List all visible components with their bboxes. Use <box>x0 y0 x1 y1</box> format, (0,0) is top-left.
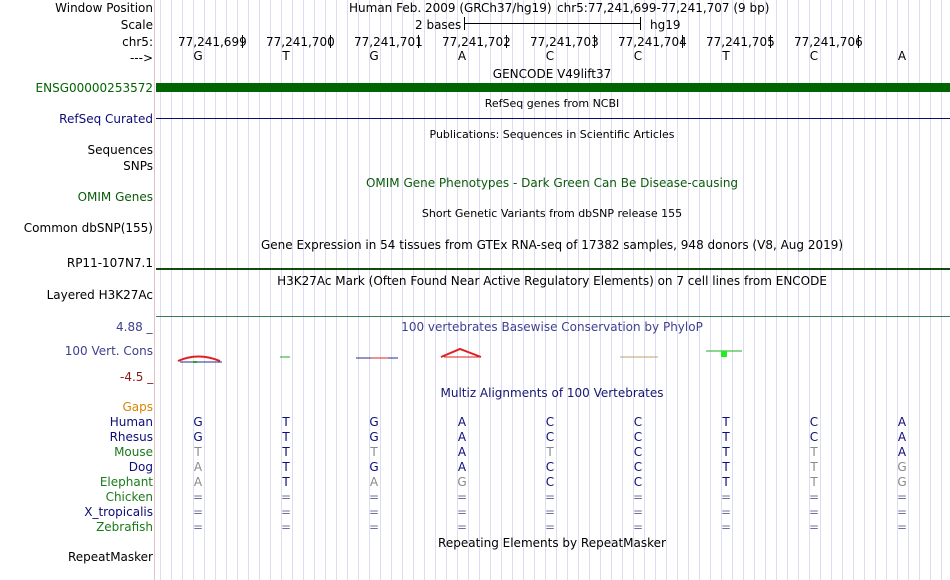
alignment-base: T <box>810 445 818 459</box>
alignment-base: T <box>546 445 554 459</box>
assembly-title: Human Feb. 2009 (GRCh37/hg19) <box>349 1 552 15</box>
phylop-wiggle[interactable] <box>156 338 950 368</box>
coordinate-label: 77,241,703 <box>530 35 599 49</box>
alignment-base: T <box>722 430 730 444</box>
alignment-base: = <box>280 520 292 534</box>
alignment-base: A <box>897 445 907 459</box>
alignment-base: = <box>808 520 820 534</box>
alignment-base: A <box>457 430 467 444</box>
species-label[interactable]: Rhesus <box>109 430 153 444</box>
alignment-base: = <box>720 490 732 504</box>
alignment-base: T <box>282 460 290 474</box>
species-label[interactable]: Elephant <box>99 475 153 489</box>
reference-base: A <box>897 49 907 63</box>
alignment-base: = <box>632 520 644 534</box>
alignment-base: = <box>632 505 644 519</box>
alignment-base: = <box>632 490 644 504</box>
alignment-base: = <box>896 490 908 504</box>
coordinate-label: 77,241,705 <box>706 35 775 49</box>
coordinate-label: 77,241,704 <box>618 35 687 49</box>
alignment-base: T <box>722 445 730 459</box>
alignment-base: G <box>369 460 379 474</box>
alignment-base: C <box>633 460 643 474</box>
alignment-base: T <box>194 445 202 459</box>
alignment-base: C <box>633 445 643 459</box>
alignment-base: = <box>896 505 908 519</box>
alignment-base: A <box>457 445 467 459</box>
reference-base: C <box>809 49 819 63</box>
coordinate-label: 77,241,700 <box>266 35 335 49</box>
gaps-label[interactable]: Gaps <box>122 400 153 414</box>
alignment-base: A <box>897 415 907 429</box>
gtex-track-label[interactable]: RP11-107N7.1 <box>66 256 153 270</box>
alignment-base: A <box>193 460 203 474</box>
alignment-base: G <box>369 415 379 429</box>
alignment-base: C <box>633 430 643 444</box>
alignment-base: = <box>280 505 292 519</box>
snps-track-label[interactable]: SNPs <box>123 159 153 173</box>
alignment-base: C <box>545 415 555 429</box>
multiz-track-title: Multiz Alignments of 100 Vertebrates <box>440 386 664 400</box>
publications-track-title: Publications: Sequences in Scientific Articles <box>429 128 675 141</box>
gtex-track-title: Gene Expression in 54 tissues from GTEx RNA-seq of 17382 samples, 948 donors (V8, Aug 2019) <box>260 238 844 252</box>
species-label[interactable]: Human <box>109 415 153 429</box>
alignment-base: A <box>897 430 907 444</box>
repeatmasker-track-label[interactable]: RepeatMasker <box>67 550 153 564</box>
alignment-base: A <box>457 460 467 474</box>
alignment-base: G <box>897 475 907 489</box>
gencode-gene-bar[interactable] <box>156 83 950 92</box>
alignment-base: C <box>633 415 643 429</box>
gtex-gene-bar[interactable] <box>156 268 950 270</box>
alignment-base: C <box>809 415 819 429</box>
alignment-base: T <box>282 415 290 429</box>
reference-base: G <box>369 49 379 63</box>
alignment-base: T <box>370 445 378 459</box>
phylop-min-label: -4.5 _ <box>120 370 154 384</box>
alignment-base: T <box>722 415 730 429</box>
alignment-base: = <box>368 490 380 504</box>
alignment-base: T <box>722 460 730 474</box>
repeatmasker-track-title: Repeating Elements by RepeatMasker <box>438 536 666 550</box>
alignment-base: C <box>809 430 819 444</box>
refseq-track-label[interactable]: RefSeq Curated <box>59 112 153 126</box>
species-label[interactable]: Chicken <box>105 490 153 504</box>
alignment-base: = <box>456 520 468 534</box>
alignment-base: G <box>457 475 467 489</box>
h3k27ac-track-title: H3K27Ac Mark (Often Found Near Active Regulatory Elements) on 7 cell lines from ENCODE <box>277 274 827 288</box>
scale-text: 2 bases <box>415 18 462 32</box>
reference-base: C <box>545 49 555 63</box>
phylop-track-title: 100 vertebrates Basewise Conservation by PhyloP <box>401 320 703 334</box>
alignment-base: A <box>193 475 203 489</box>
scale-label[interactable]: Scale <box>120 18 153 32</box>
dbsnp-track-label[interactable]: Common dbSNP(155) <box>23 221 153 235</box>
species-label[interactable]: Zebrafish <box>96 520 153 534</box>
gencode-track-label[interactable]: ENSG00000253572 <box>35 81 153 95</box>
chr-label[interactable]: chr5: <box>122 35 153 49</box>
scale-bar <box>464 23 640 24</box>
coordinate-label: 77,241,702 <box>442 35 511 49</box>
alignment-base: = <box>808 490 820 504</box>
alignment-base: A <box>369 475 379 489</box>
alignment-base: C <box>545 475 555 489</box>
scale-bar-right-tick <box>640 17 641 30</box>
alignment-base: = <box>544 490 556 504</box>
publications-track-label[interactable]: Sequences <box>87 143 153 157</box>
reference-base: C <box>633 49 643 63</box>
species-label[interactable]: Dog <box>128 460 153 474</box>
alignment-base: = <box>368 520 380 534</box>
coordinate-label: 77,241,699 <box>178 35 247 49</box>
alignment-base: T <box>810 475 818 489</box>
alignment-base: T <box>282 430 290 444</box>
alignment-base: T <box>810 460 818 474</box>
alignment-base: = <box>720 505 732 519</box>
strand-arrow-label[interactable]: ---> <box>129 51 153 65</box>
species-label[interactable]: Mouse <box>114 445 153 459</box>
alignment-base: = <box>368 505 380 519</box>
alignment-base: = <box>280 490 292 504</box>
alignment-base: = <box>720 520 732 534</box>
gencode-track-title: GENCODE V49lift37 <box>492 67 612 81</box>
refseq-gene-line[interactable] <box>156 118 950 119</box>
alignment-base: A <box>457 415 467 429</box>
dbsnp-track-title: Short Genetic Variants from dbSNP release 155 <box>421 207 683 220</box>
reference-base: A <box>457 49 467 63</box>
phylop-max-label: 4.88 _ <box>116 320 153 334</box>
alignment-base: C <box>633 475 643 489</box>
alignment-base: C <box>545 460 555 474</box>
alignment-base: = <box>544 520 556 534</box>
alignment-base: T <box>282 445 290 459</box>
alignment-base: = <box>192 505 204 519</box>
h3k27ac-track-label[interactable]: Layered H3K27Ac <box>46 288 153 302</box>
alignment-base: T <box>722 475 730 489</box>
alignment-base: = <box>192 520 204 534</box>
omim-track-label[interactable]: OMIM Genes <box>77 190 153 204</box>
alignment-base: C <box>545 430 555 444</box>
h3k27ac-baseline <box>156 316 950 317</box>
alignment-base: = <box>896 520 908 534</box>
refseq-track-title: RefSeq genes from NCBI <box>484 97 620 110</box>
omim-track-title: OMIM Gene Phenotypes - Dark Green Can Be Disease-causing <box>365 176 739 190</box>
coordinate-label: 77,241,701 <box>354 35 423 49</box>
coordinate-label: 77,241,706 <box>794 35 863 49</box>
species-label[interactable]: X_tropicalis <box>84 505 153 519</box>
scale-db: hg19 <box>650 18 681 32</box>
alignment-base: = <box>456 490 468 504</box>
phylop-track-label[interactable]: 100 Vert. Cons <box>64 344 153 358</box>
alignment-base: = <box>544 505 556 519</box>
alignment-base: G <box>193 415 203 429</box>
alignment-base: = <box>192 490 204 504</box>
alignment-base: = <box>808 505 820 519</box>
alignment-base: G <box>193 430 203 444</box>
alignment-base: = <box>456 505 468 519</box>
reference-base: G <box>193 49 203 63</box>
alignment-base: T <box>282 475 290 489</box>
reference-base: T <box>282 49 290 63</box>
alignment-base: G <box>897 460 907 474</box>
label-column-divider <box>154 0 155 580</box>
position-text: chr5:77,241,699-77,241,707 (9 bp) <box>557 1 770 15</box>
window-position-label[interactable]: Window Position <box>55 1 153 15</box>
alignment-base: G <box>369 430 379 444</box>
reference-base: T <box>722 49 730 63</box>
